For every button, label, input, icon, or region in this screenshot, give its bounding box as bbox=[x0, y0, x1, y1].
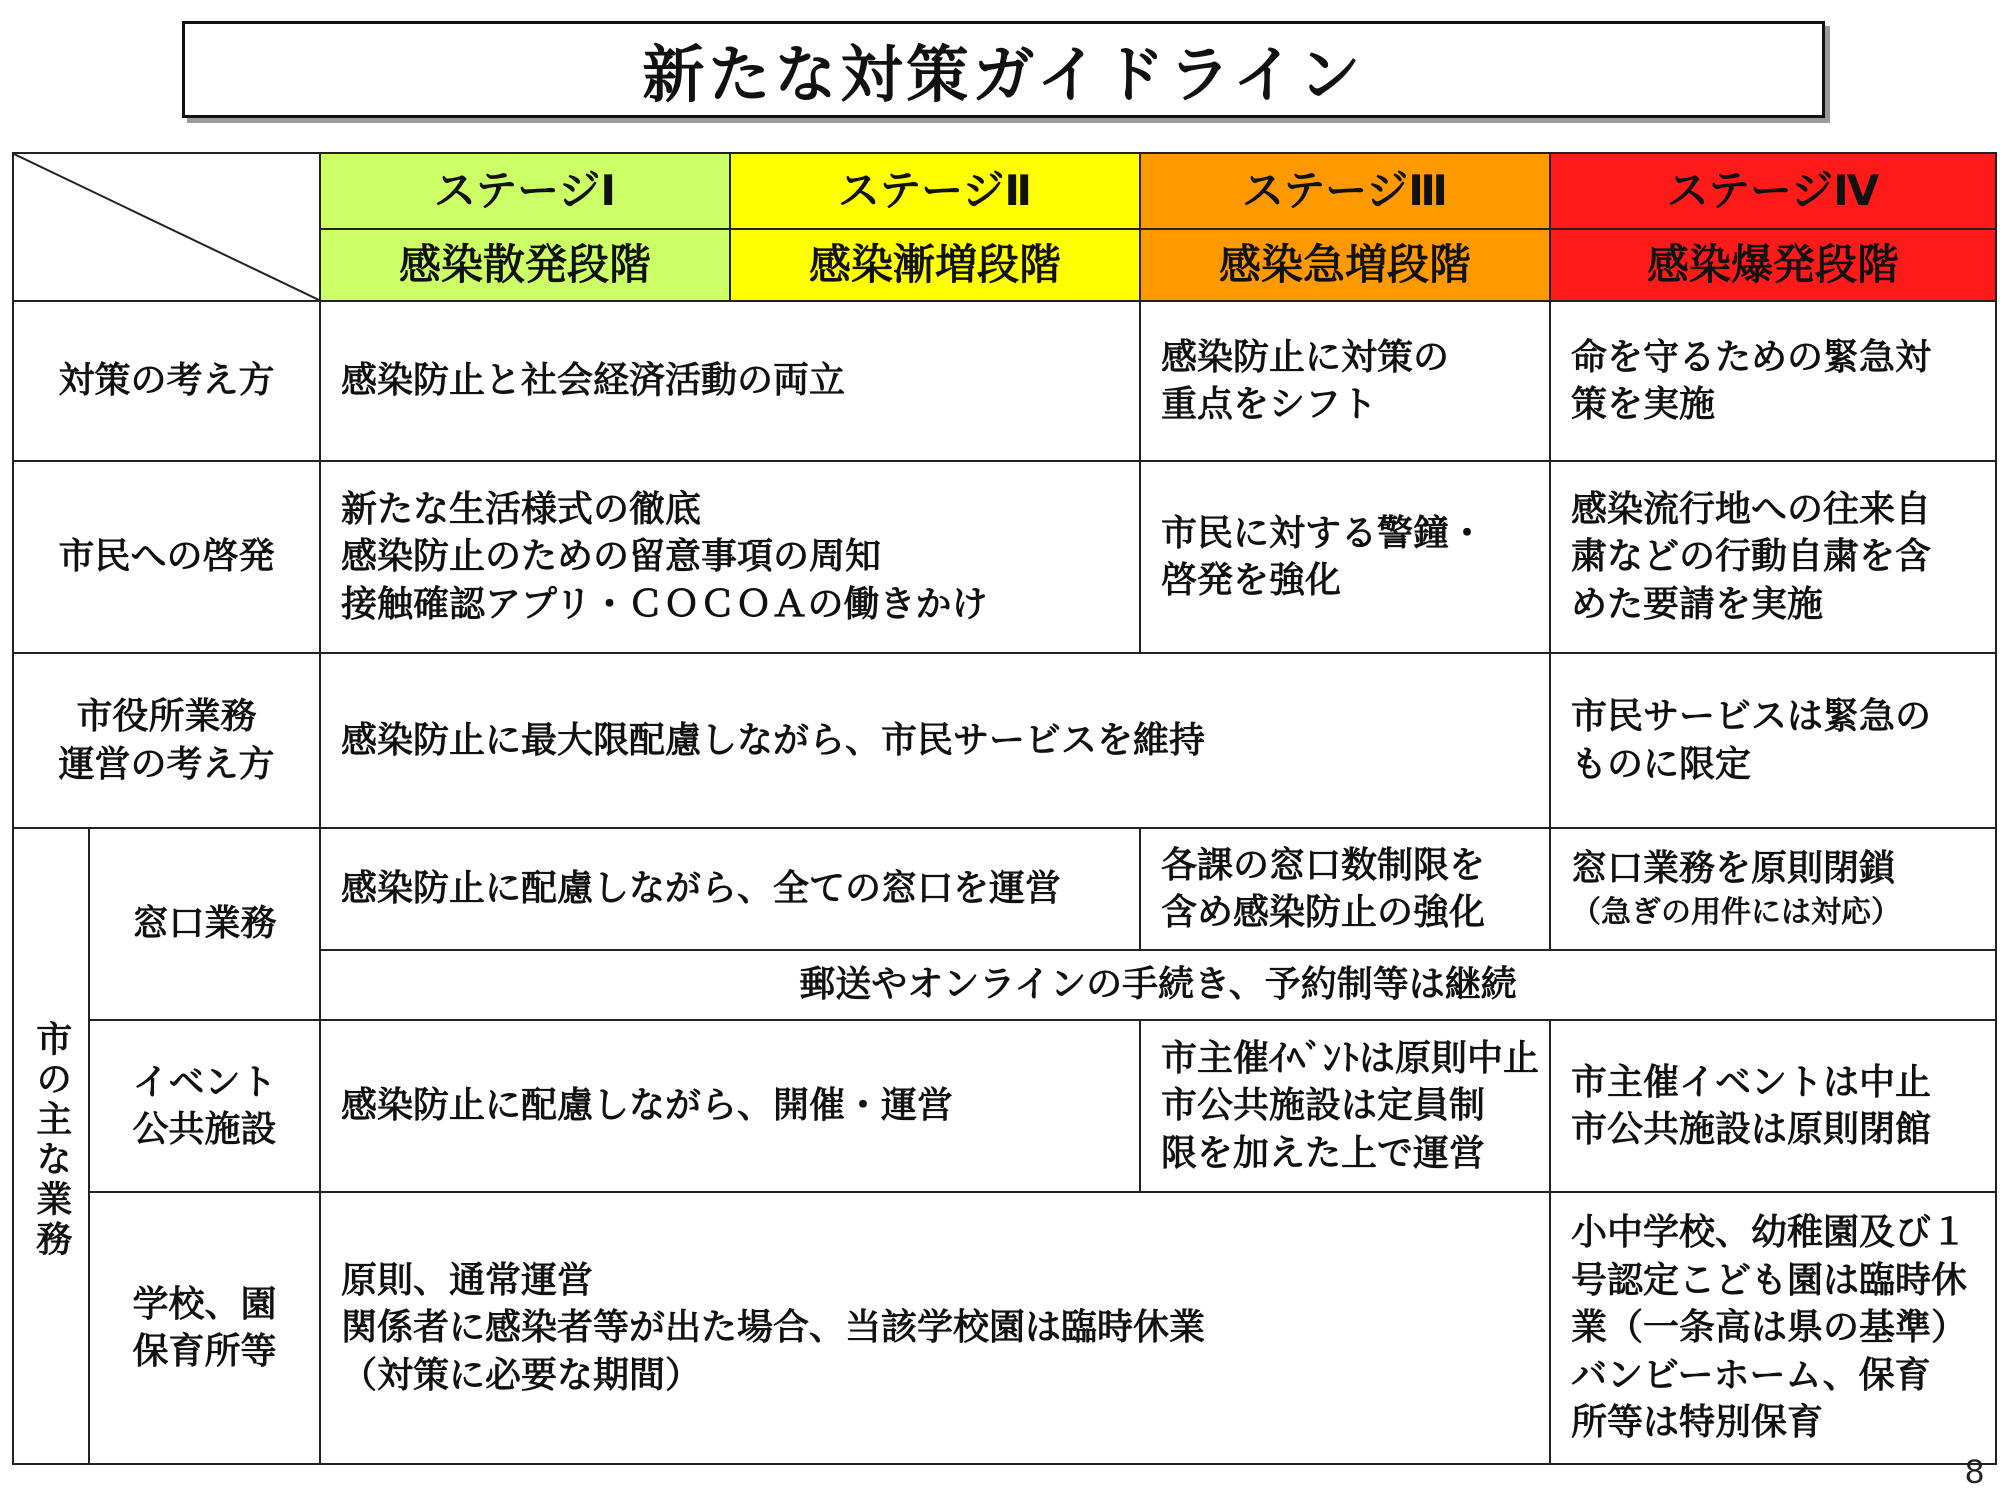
counter-continued: 郵送やオンラインの手続き、予約制等は継続 bbox=[320, 950, 1996, 1020]
stage-3-desc: 感染急増段階 bbox=[1140, 229, 1550, 302]
citizen-stage3-line: 市民に対する警鐘・ bbox=[1161, 512, 1486, 554]
citizen-stage4 bbox=[1550, 461, 1996, 653]
citizen-stage3-line: 啓発を強化 bbox=[1161, 560, 1342, 602]
approach-stage3 bbox=[1140, 301, 1550, 461]
stage-name-row bbox=[13, 153, 1996, 229]
counter-stage12: 感染防止に配慮しながら、全ての窓口を運営 bbox=[320, 828, 1140, 950]
approach-stage3-line: 重点をシフト bbox=[1161, 384, 1378, 426]
citizen-stage12-line: 感染防止のための留意事項の周知 bbox=[341, 536, 882, 578]
office-stage4-line: ものに限定 bbox=[1571, 743, 1752, 785]
citizen-stage12-line: 接触確認アプリ・ＣＯＣＯＡの働きかけ bbox=[341, 583, 988, 625]
school-stage4-line: 小中学校、幼稚園及び１ bbox=[1571, 1212, 1968, 1254]
approach-stage4-line: 命を守るための緊急対 bbox=[1571, 336, 1932, 378]
page-title: 新たな対策ガイドライン bbox=[642, 38, 1365, 111]
stage-4-name: ステージⅣ bbox=[1550, 153, 1996, 229]
office-label bbox=[13, 653, 320, 828]
approach-stage3-line: 感染防止に対策の bbox=[1161, 336, 1450, 378]
school-label bbox=[89, 1192, 320, 1464]
stage-2-name: ステージⅡ bbox=[730, 153, 1140, 229]
school-stage123-line: 関係者に感染者等が出た場合、当該学校園は臨時休業 bbox=[341, 1307, 1206, 1349]
citizen-stage4-line: めた要請を実施 bbox=[1571, 583, 1824, 625]
office-label-line: 市役所業務 bbox=[76, 696, 257, 738]
counter-stage4 bbox=[1550, 828, 1996, 950]
stage-3-name: ステージⅢ bbox=[1140, 153, 1550, 229]
corner-diagonal-cell bbox=[13, 153, 320, 301]
school-stage123-line: 原則、通常運営 bbox=[341, 1259, 594, 1301]
citizen-stage4-line: 粛などの行動自粛を含 bbox=[1571, 536, 1932, 578]
event-stage3-line: 市公共施設は定員制 bbox=[1161, 1085, 1486, 1127]
school-stage4 bbox=[1550, 1192, 1996, 1464]
stage-1-name: ステージⅠ bbox=[320, 153, 730, 229]
counter-row bbox=[13, 828, 1996, 950]
stage-4-desc: 感染爆発段階 bbox=[1550, 229, 1996, 302]
title-box bbox=[182, 21, 1825, 118]
approach-stage4 bbox=[1550, 301, 1996, 461]
event-stage4 bbox=[1550, 1020, 1996, 1192]
school-stage4-line: 号認定こども園は臨時休 bbox=[1571, 1259, 1968, 1301]
school-row bbox=[13, 1192, 1996, 1464]
office-stage123: 感染防止に最大限配慮しながら、市民サービスを維持 bbox=[320, 653, 1550, 828]
event-stage3 bbox=[1140, 1020, 1550, 1192]
school-stage4-line: バンビーホーム、保育 bbox=[1571, 1354, 1931, 1396]
office-row bbox=[13, 653, 1996, 828]
citizen-row bbox=[13, 461, 1996, 653]
school-stage123-line: （対策に必要な期間） bbox=[341, 1354, 702, 1396]
counter-stage3-line: 各課の窓口数制限を bbox=[1161, 844, 1486, 886]
event-stage3-line: 市主催ｲﾍﾞﾝﾄは原則中止 bbox=[1161, 1037, 1540, 1079]
stage-2-desc: 感染漸増段階 bbox=[730, 229, 1140, 302]
citizen-stage3 bbox=[1140, 461, 1550, 653]
event-label bbox=[89, 1020, 320, 1192]
citizen-stage12 bbox=[320, 461, 1140, 653]
event-row bbox=[13, 1020, 1996, 1192]
citizen-stage12-line: 新たな生活様式の徹底 bbox=[341, 488, 702, 530]
diagonal-line bbox=[14, 154, 319, 300]
approach-row bbox=[13, 301, 1996, 461]
school-stage4-line: 業（一条高は県の基準） bbox=[1571, 1307, 1968, 1349]
main-duties-group-text: 市の主な業務 bbox=[30, 1019, 72, 1260]
event-stage4-line: 市公共施設は原則閉館 bbox=[1571, 1109, 1932, 1151]
approach-label: 対策の考え方 bbox=[13, 301, 320, 461]
citizen-stage4-line: 感染流行地への往来自 bbox=[1571, 488, 1932, 530]
counter-stage3-line: 含め感染防止の強化 bbox=[1161, 892, 1486, 934]
school-label-line: 保育所等 bbox=[132, 1331, 277, 1373]
page-number: 8 bbox=[1965, 1453, 1984, 1491]
citizen-label: 市民への啓発 bbox=[13, 461, 320, 653]
event-label-line: イベント bbox=[132, 1061, 277, 1103]
office-stage4-line: 市民サービスは緊急の bbox=[1571, 696, 1932, 738]
main-duties-group-label bbox=[13, 828, 89, 1464]
event-stage3-line: 限を加えた上で運営 bbox=[1161, 1132, 1486, 1174]
school-stage123 bbox=[320, 1192, 1550, 1464]
school-stage4-line: 所等は特別保育 bbox=[1571, 1402, 1824, 1444]
stage-1-desc: 感染散発段階 bbox=[320, 229, 730, 302]
event-label-line: 公共施設 bbox=[132, 1109, 277, 1151]
counter-label: 窓口業務 bbox=[89, 828, 320, 1020]
office-label-line: 運営の考え方 bbox=[58, 743, 275, 785]
office-stage4 bbox=[1550, 653, 1996, 828]
counter-stage3 bbox=[1140, 828, 1550, 950]
event-stage4-line: 市主催イベントは中止 bbox=[1571, 1061, 1932, 1103]
counter-stage4-note: （急ぎの用件には対応） bbox=[1571, 894, 1901, 930]
event-stage12: 感染防止に配慮しながら、開催・運営 bbox=[320, 1020, 1140, 1192]
guideline-table bbox=[12, 152, 1997, 1465]
approach-stage4-line: 策を実施 bbox=[1571, 384, 1716, 426]
school-label-line: 学校、園 bbox=[132, 1283, 277, 1325]
approach-stage12: 感染防止と社会経済活動の両立 bbox=[320, 301, 1140, 461]
counter-stage4-line: 窓口業務を原則閉鎖 bbox=[1571, 848, 1896, 890]
